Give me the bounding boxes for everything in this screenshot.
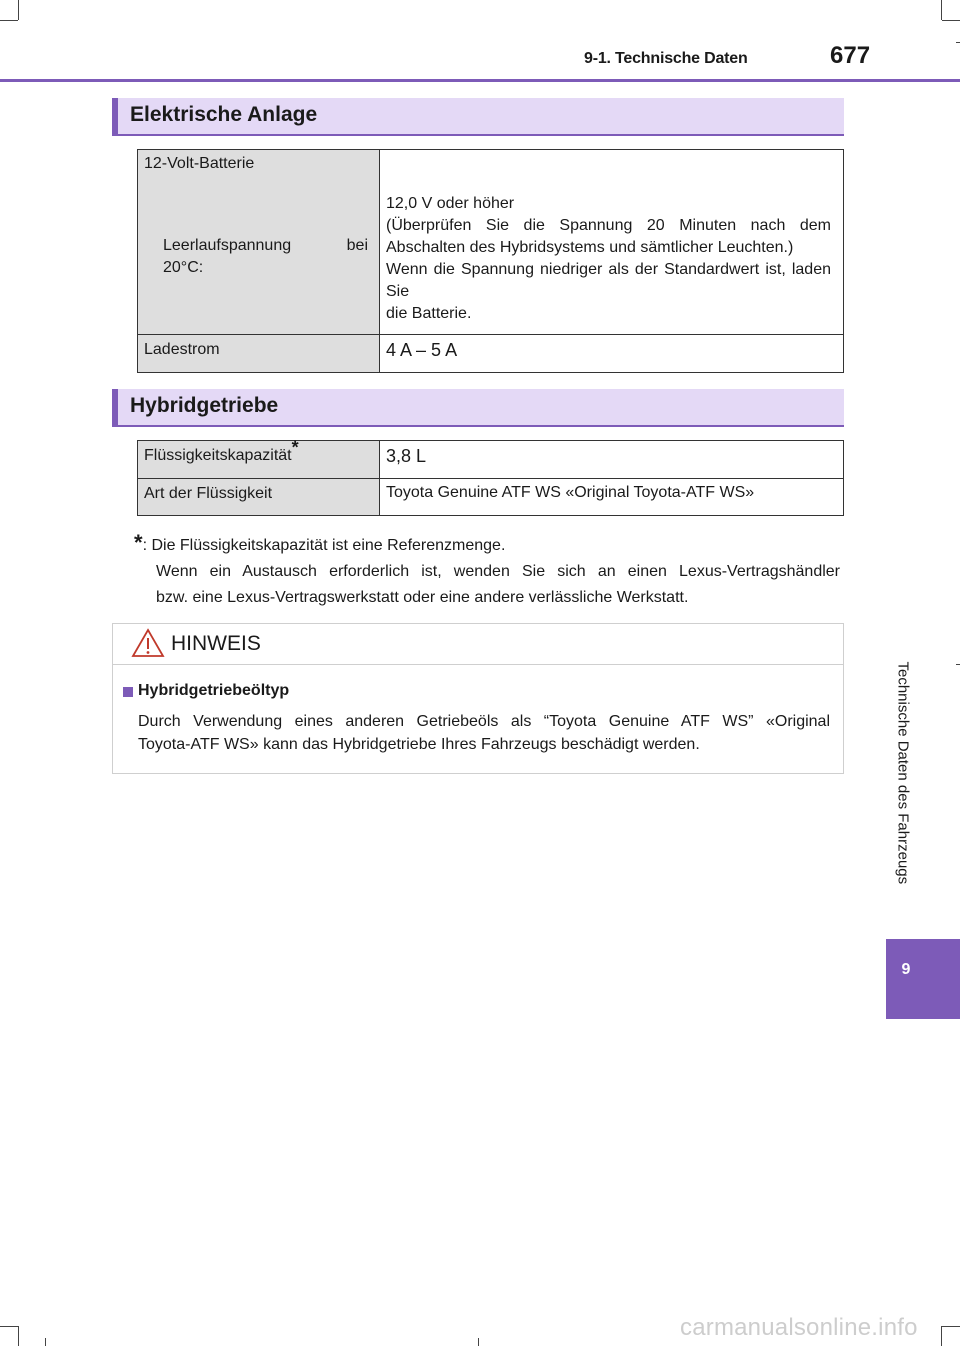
- crop-mark: [942, 1326, 960, 1327]
- capacity-value: 3,8 L: [386, 446, 427, 466]
- crop-mark: [18, 0, 19, 20]
- charge-value: 4 A – 5 A: [386, 340, 458, 360]
- battery-value-note: (Überprüfen Sie die Spannung 20 Minuten nach dem Abschalten des Hybridsystems und sämtlicher Leuchten.): [386, 217, 831, 256]
- crop-mark: [18, 1326, 19, 1346]
- crop-mark: [941, 0, 942, 20]
- crop-mark: [956, 42, 960, 43]
- footnote-text: : Die Flüssigkeitskapazität ist eine Referenzmenge.: [142, 537, 506, 554]
- crop-mark: [0, 1326, 18, 1327]
- crop-mark: [956, 664, 960, 665]
- section-title: Elektrische Anlage: [130, 103, 318, 126]
- crop-mark: [942, 20, 960, 21]
- footnote-line: [134, 530, 840, 559]
- warning-triangle-icon: [131, 628, 165, 658]
- fluid-value-cell: [380, 479, 844, 516]
- section-accent-bar: [112, 98, 118, 136]
- fluid-value: Toyota Genuine ATF WS «Original Toyota-ATF WS»: [386, 484, 755, 501]
- charge-label: Ladestrom: [144, 341, 220, 358]
- crop-mark: [0, 20, 18, 21]
- chapter-title: Technische Daten des Fahrzeugs: [894, 661, 912, 885]
- crop-mark: [478, 1338, 479, 1346]
- capacity-value-cell: [380, 441, 844, 479]
- battery-label: 12-Volt-Batterie: [144, 155, 255, 172]
- notice-item-title: Hybridgetriebeöltyp: [138, 682, 290, 699]
- capacity-label: Flüssigkeitskapazität: [144, 447, 292, 464]
- charge-key-cell: [138, 335, 380, 373]
- watermark: carmanualsonline.info: [680, 1314, 918, 1341]
- idle-voltage-temperature: 20°C:: [163, 259, 204, 276]
- fluid-key-cell: [138, 479, 380, 516]
- bullet-square-icon: [123, 687, 133, 697]
- section-title: Hybridgetriebe: [130, 394, 279, 417]
- footnote-marker: *: [291, 437, 299, 458]
- electrical-spec-table: [137, 149, 844, 373]
- notice-item-line: Durch Verwendung eines anderen Getriebeöls als “Toyota Genuine ATF WS” «Original: [138, 713, 830, 730]
- notice-item-text: [138, 710, 830, 756]
- notice-item-line: Toyota-ATF WS» kann das Hybridgetriebe Ihres Fahrzeugs beschädigt werden.: [138, 736, 700, 753]
- footnote: [134, 530, 840, 611]
- header-rule: [0, 79, 960, 82]
- footnote-marker: *: [134, 530, 143, 555]
- notice-box: [112, 623, 844, 774]
- charge-value-cell: [380, 335, 844, 373]
- battery-key-cell: [138, 150, 380, 335]
- crop-mark: [45, 1338, 46, 1346]
- transmission-spec-table: [137, 437, 844, 516]
- chapter-number: 9: [901, 961, 911, 978]
- table-row: [138, 335, 844, 373]
- footnote-line: Wenn ein Austausch erforderlich ist, wenden Sie sich an einen Lexus-Vertragshändler: [156, 563, 840, 580]
- footnote-line: bzw. eine Lexus-Vertragswerkstatt oder eine andere verlässliche Werkstatt.: [156, 589, 689, 606]
- table-row: [138, 150, 844, 335]
- section-heading-elektrische-anlage: [112, 98, 844, 136]
- table-row: [138, 479, 844, 516]
- crop-mark: [941, 1326, 942, 1346]
- table-row: [138, 441, 844, 479]
- capacity-key-cell: [138, 437, 380, 479]
- fluid-label: Art der Flüssigkeit: [144, 485, 273, 502]
- idle-voltage-label: Leerlaufspannung bei: [163, 237, 368, 254]
- chapter-tab: [886, 939, 960, 1019]
- battery-value-cell: [380, 150, 844, 335]
- notice-title: HINWEIS: [171, 632, 261, 655]
- notice-header: [113, 624, 843, 665]
- chapter-side-label: [892, 661, 914, 918]
- section-heading-hybridgetriebe: [112, 389, 844, 427]
- battery-value-instruction: Wenn die Spannung niedriger als der Standardwert ist, laden Sie: [386, 261, 831, 300]
- running-header-title: 9-1. Technische Daten: [584, 50, 748, 67]
- battery-value-instruction-end: die Batterie.: [386, 305, 472, 322]
- section-accent-bar: [112, 389, 118, 427]
- battery-value-line: 12,0 V oder höher: [386, 195, 515, 212]
- page-number: 677: [830, 42, 871, 69]
